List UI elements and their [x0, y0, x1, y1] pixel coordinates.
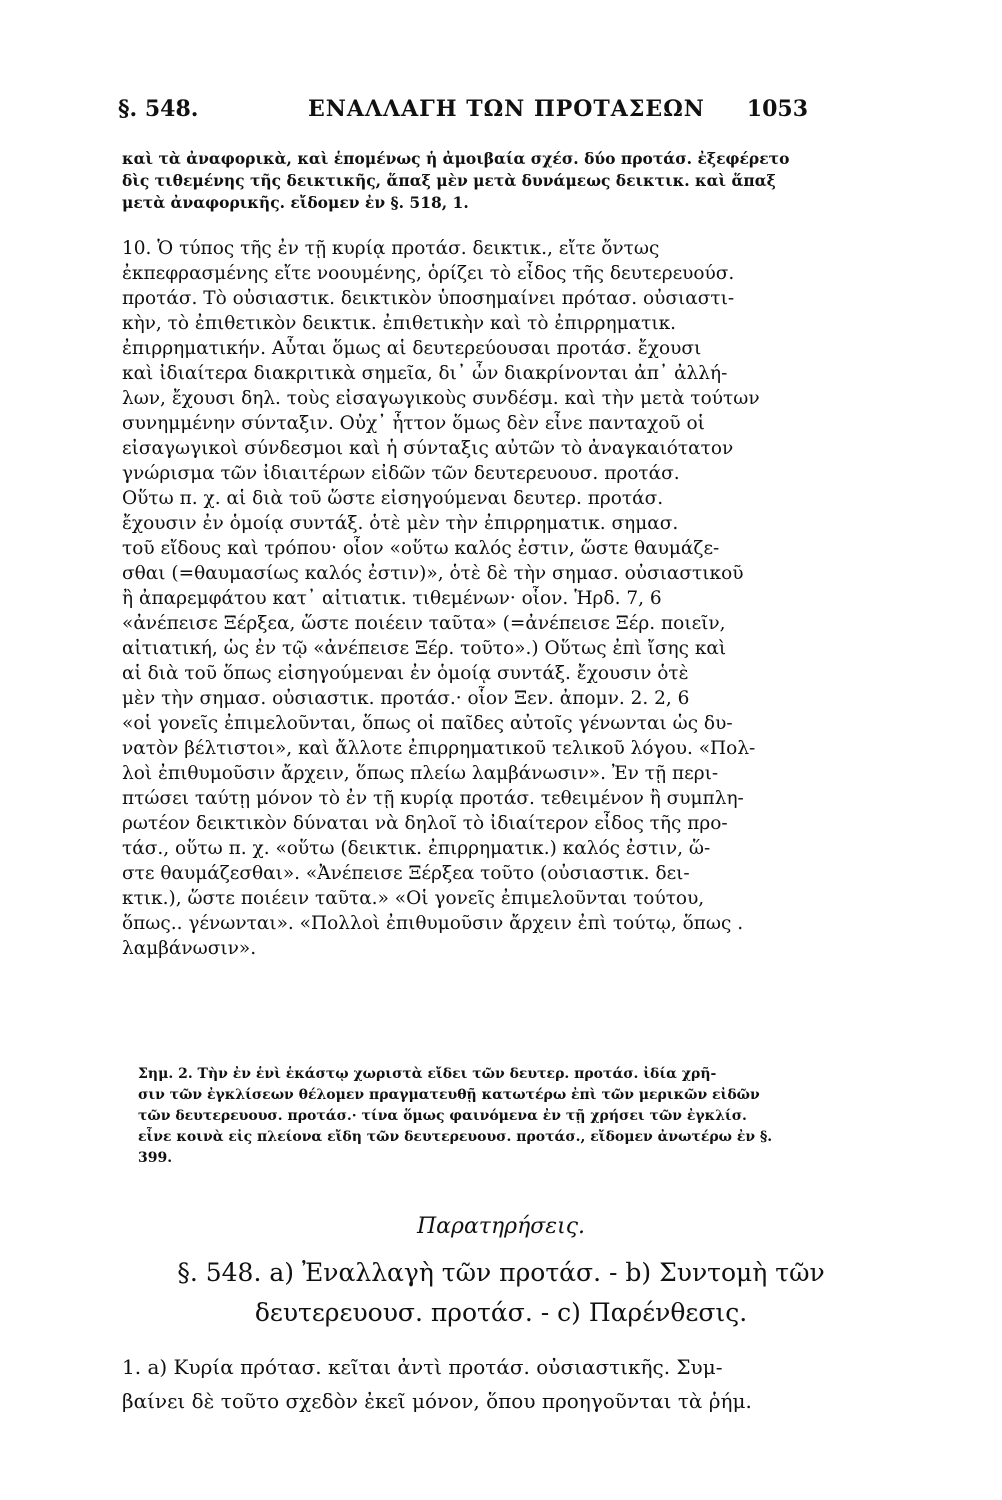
- section-body: [122, 1350, 808, 1418]
- footnote-paragraph: [138, 1064, 808, 1169]
- running-header: [118, 96, 808, 136]
- text-line: σθαι (=θαυμασίως καλός ἐστιν)», ὁτὲ δὲ τὴν σημασ. οὐσιαστικοῦ: [122, 563, 744, 584]
- text-line: ὅπως.. γένωνται». «Πολλοὶ ἐπιθυμοῦσιν ἄρχειν ἐπὶ τούτῳ, ὅπως .: [122, 913, 744, 934]
- text-line: τῶν δευτερευουσ. προτάσ.· τίνα ὅμως φαινόμενα ἐν τῇ χρήσει τῶν ἐγκλίσ.: [138, 1108, 747, 1124]
- text-line: Σημ. 2. Τὴν ἐν ἑνὶ ἑκάστῳ χωριστὰ εἴδει τῶν δευτερ. προτάσ. ἰδία χρῆ-: [138, 1066, 717, 1082]
- text-line: λοὶ ἐπιθυμοῦσιν ἄρχειν, ὅπως πλείω λαμβάνωσιν». Ἐν τῇ περι-: [122, 763, 719, 784]
- text-line: μὲν τὴν σημασ. οὐσιαστικ. προτάσ.· οἷον Ξεν. ἀπομν. 2. 2, 6: [122, 688, 690, 709]
- text-line: γνώρισμα τῶν ἰδιαιτέρων εἰδῶν τῶν δευτερευουσ. προτάσ.: [122, 463, 680, 484]
- text-line: κὴν, τὸ ἐπιθετικὸν δεικτικ. ἐπιθετικὴν καὶ τὸ ἐπιρρηματικ.: [122, 313, 677, 334]
- observations-title: Παρατηρήσεις.: [416, 1214, 586, 1239]
- text-line: εἶνε κοινὰ εἰς πλείονα εἴδη τῶν δευτερευουσ. προτάσ., εἴδομεν ἀνωτέρω ἐν §.: [138, 1129, 773, 1145]
- text-line: καὶ τὰ ἀναφορικὰ, καὶ ἑπομένως ἡ ἀμοιβαία σχέσ. δύο προτάσ. ἐξεφέρετο: [122, 149, 790, 168]
- text-line: βαίνει δὲ τοῦτο σχεδὸν ἐκεῖ μόνον, ὅπου προηγοῦνται τὰ ῥήμ.: [122, 1389, 752, 1413]
- text-line: καὶ ἰδιαίτερα διακριτικὰ σημεῖα, δι᾽ ὧν διακρίνονται ἀπ᾽ ἀλλή-: [122, 363, 728, 384]
- text-line: λων, ἔχουσι δηλ. τοὺς εἰσαγωγικοὺς συνδέσμ. καὶ τὴν μετὰ τούτων: [122, 388, 760, 409]
- text-line: ἐπιρρηματικήν. Αὗται ὅμως αἱ δευτερεύουσαι προτάσ. ἔχουσι: [122, 338, 702, 359]
- text-line: αἱ διὰ τοῦ ὅπως εἰσηγούμεναι ἐν ὁμοίᾳ συντάξ. ἔχουσιν ὁτὲ: [122, 663, 689, 684]
- text-line: ἔχουσιν ἐν ὁμοίᾳ συντάξ. ὁτὲ μὲν τὴν ἐπιρρηματικ. σημασ.: [122, 513, 679, 534]
- page-number: 1053: [746, 96, 808, 122]
- text-line: τοῦ εἴδους καὶ τρόπου· οἷον «οὕτω καλός ἐστιν, ὥστε θαυμάζε-: [122, 538, 720, 559]
- main-paragraph: [122, 236, 808, 986]
- header-section-number: §. 548.: [118, 96, 199, 122]
- text-line: σιν τῶν ἐγκλίσεων θέλομεν πραγματευθῇ κατωτέρω ἐπὶ τῶν μερικῶν εἰδῶν: [138, 1087, 760, 1103]
- section-heading-line-2: δευτερευουσ. προτάσ. - c) Παρένθεσις.: [254, 1298, 748, 1327]
- text-line: αἰτιατική, ὡς ἐν τῷ «ἀνέπεισε Ξέρ. τοῦτο».) Οὕτως ἐπὶ ἴσης καὶ: [122, 638, 727, 659]
- text-line: τάσ., οὕτω π. χ. «οὕτω (δεικτικ. ἐπιρρηματικ.) καλός ἐστιν, ὥ-: [122, 838, 711, 859]
- text-line: εἰσαγωγικοὶ σύνδεσμοι καὶ ἡ σύνταξις αὐτῶν τὸ ἀναγκαιότατον: [122, 438, 734, 459]
- text-line: πτώσει ταύτῃ μόνον τὸ ἐν τῇ κυρίᾳ προτάσ. τεθειμένον ἢ συμπλη-: [122, 788, 744, 809]
- text-line: ἐκπεφρασμένης εἴτε νοουμένης, ὁρίζει τὸ εἶδος τῆς δευτερευούσ.: [122, 263, 735, 284]
- text-line: νατὸν βέλτιστοι», καὶ ἄλλοτε ἐπιρρηματικοῦ τελικοῦ λόγου. «Πολ-: [122, 738, 756, 759]
- text-line: 10. Ὁ τύπος τῆς ἐν τῇ κυρίᾳ προτάσ. δεικτικ., εἴτε ὄντως: [122, 238, 660, 259]
- text-line: συνημμένην σύνταξιν. Οὐχ᾽ ἧττον ὅμως δὲν εἶνε πανταχοῦ οἱ: [122, 413, 705, 434]
- text-line: λαμβάνωσιν».: [122, 938, 257, 959]
- text-line: Οὕτω π. χ. αἱ διὰ τοῦ ὥστε εἰσηγούμεναι δευτερ. προτάσ.: [122, 488, 664, 509]
- text-line: ἢ ἀπαρεμφάτου κατ᾽ αἰτιατικ. τιθεμένων· οἷον. Ἡρδ. 7, 6: [122, 588, 662, 609]
- text-line: [122, 961, 808, 986]
- text-line: προτάσ. Τὸ οὐσιαστικ. δεικτικὸν ὑποσημαίνει πρότασ. οὐσιαστι-: [122, 288, 735, 309]
- text-line: κτικ.), ὥστε ποιέειν ταῦτα.» «Οἱ γονεῖς ἐπιμελοῦνται τούτου,: [122, 888, 705, 909]
- text-line: «οἱ γονεῖς ἐπιμελοῦνται, ὅπως οἱ παῖδες αὐτοῖς γένωνται ὡς δυ-: [122, 713, 733, 734]
- text-line: «ἀνέπεισε Ξέρξεα, ὥστε ποιέειν ταῦτα» (=ἀνέπεισε Ξέρ. ποιεῖν,: [122, 613, 726, 634]
- text-line: 1. a) Κυρία πρότασ. κεῖται ἀντὶ προτάσ. οὐσιαστικῆς. Συμ-: [122, 1355, 723, 1379]
- intro-paragraph: [122, 148, 808, 214]
- header-title: ΕΝΑΛΛΑΓΗ ΤΩΝ ΠΡΟΤΑΣΕΩΝ: [308, 96, 705, 122]
- text-line: δὶς τιθεμένης τῆς δεικτικῆς, ἅπαξ μὲν μετὰ δυνάμεως δεικτικ. καὶ ἅπαξ: [122, 171, 776, 190]
- text-line: 399.: [138, 1150, 173, 1166]
- text-line: μετὰ ἀναφορικῆς. εἴδομεν ἐν §. 518, 1.: [122, 193, 469, 212]
- text-line: ρωτέον δεικτικὸν δύναται νὰ δηλοῖ τὸ ἰδιαίτερον εἶδος τῆς προ-: [122, 813, 728, 834]
- text-line: στε θαυμάζεσθαι». «Ἀνέπεισε Ξέρξεα τοῦτο (οὐσιαστικ. δει-: [122, 863, 690, 884]
- section-heading-line-1: §. 548. a) Ἐναλλαγὴ τῶν προτάσ. - b) Συντομὴ τῶν: [177, 1258, 825, 1287]
